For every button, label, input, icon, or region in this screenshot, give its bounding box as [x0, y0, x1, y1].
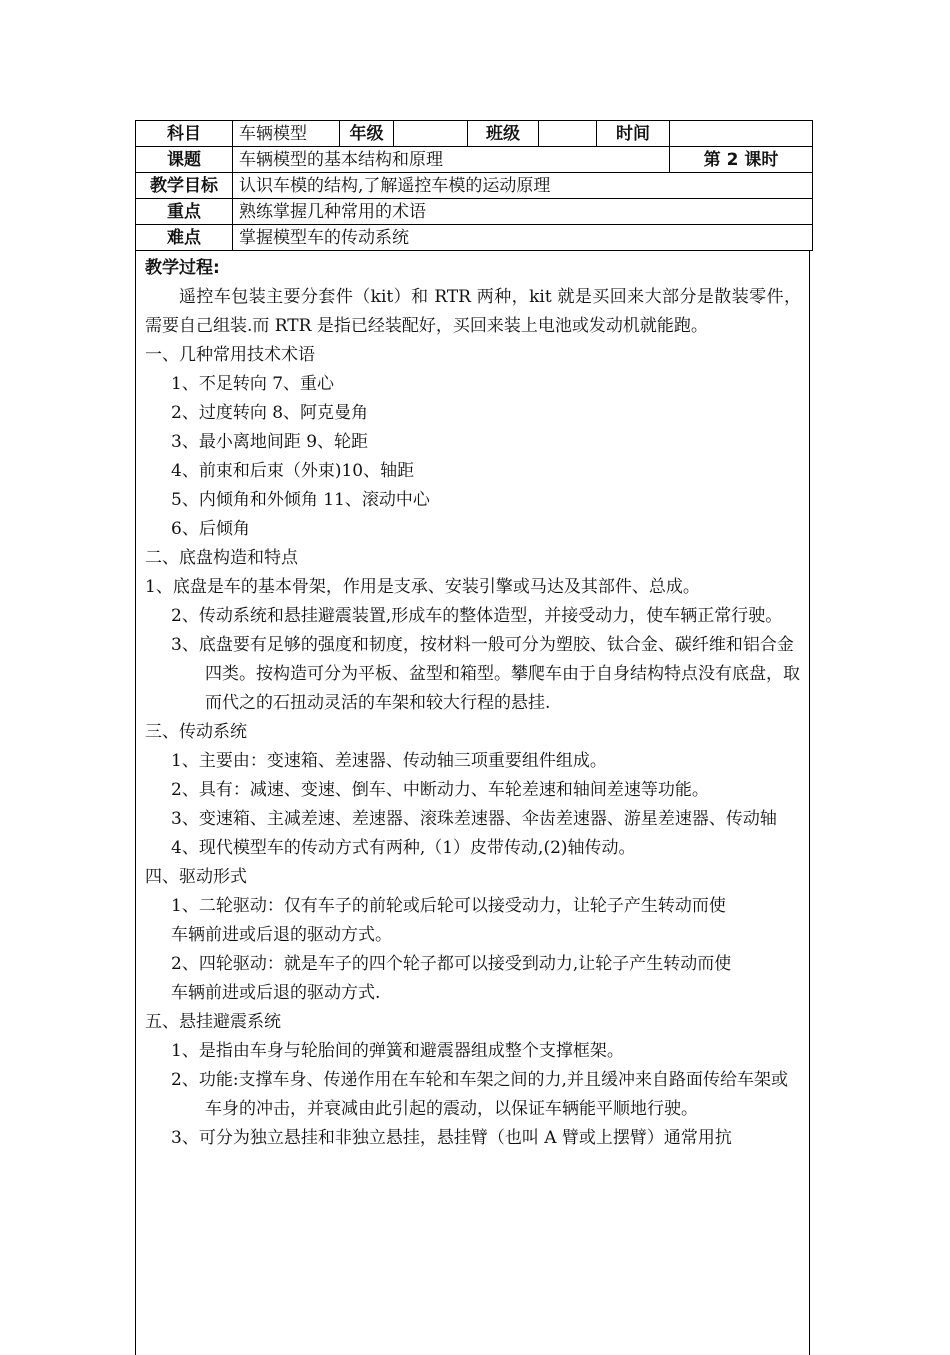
teaching-process-body	[135, 251, 810, 1355]
goal-value: 认识车模的结构,了解遥控车模的运动原理	[233, 173, 813, 199]
list-item-continuation: 车辆前进或后退的驱动方式。	[171, 925, 392, 945]
key-label: 重点	[136, 199, 233, 225]
grade-value	[394, 121, 468, 147]
list-item: 1、是指由车身与轮胎间的弹簧和避震器组成整个支撑框架。	[171, 1041, 624, 1061]
list-item: 6、后倾角	[171, 519, 250, 539]
subject-label: 科目	[136, 121, 233, 147]
goal-label: 教学目标	[136, 173, 233, 199]
class-label: 班级	[468, 121, 539, 147]
list-item: 5、内倾角和外倾角 11、滚动中心	[171, 490, 430, 510]
process-heading: 教学过程:	[145, 258, 220, 278]
list-item: 2、功能:支撑车身、传递作用在车轮和车架之间的力,并且缓冲来自路面传给车架或车身的冲击，并衰减由此引起的震动，以保证车辆能平顺地行驶。	[171, 1070, 788, 1119]
topic-value: 车辆模型的基本结构和原理	[233, 147, 670, 173]
list-item: 1、底盘是车的基本骨架，作用是支承、安装引擎或马达及其部件、总成。	[145, 577, 700, 597]
list-item: 2、过度转向 8、阿克曼角	[171, 403, 369, 423]
key-value: 熟练掌握几种常用的术语	[233, 199, 813, 225]
grade-label: 年级	[340, 121, 394, 147]
subject-value: 车辆模型	[233, 121, 340, 147]
list-item: 3、变速箱、主减差速、差速器、滚珠差速器、伞齿差速器、游星差速器、传动轴	[171, 809, 777, 829]
section-5-title: 五、悬挂避震系统	[145, 1012, 281, 1032]
time-value	[670, 121, 813, 147]
list-item-continuation: 车辆前进或后退的驱动方式.	[171, 983, 381, 1003]
list-item: 3、最小离地间距 9、轮距	[171, 432, 369, 452]
list-item: 2、传动系统和悬挂避震装置,形成车的整体造型，并接受动力，使车辆正常行驶。	[171, 606, 783, 626]
intro-paragraph: 遥控车包装主要分套件（kit）和 RTR 两种，kit 就是买回来大部分是散装零件，需要自己组装.而 RTR 是指已经装配好，买回来装上电池或发动机就能跑。	[145, 287, 801, 336]
difficulty-value: 掌握模型车的传动系统	[233, 225, 813, 251]
list-item: 3、可分为独立悬挂和非独立悬挂，悬挂臂（也叫 A 臂或上摆臂）通常用抗	[171, 1128, 732, 1148]
list-item: 3、底盘要有足够的强度和韧度，按材料一般可分为塑胶、钛合金、碳纤维和铝合金四类。按构造可分为平板、盆型和箱型。攀爬车由于自身结构特点没有底盘，取而代之的石扭动灵活的车架和较大行程的悬挂.	[171, 635, 800, 713]
list-item: 1、二轮驱动：仅有车子的前轮或后轮可以接受动力，让轮子产生转动而使	[171, 896, 726, 916]
lesson-header-table	[135, 120, 813, 251]
section-4-title: 四、驱动形式	[145, 867, 247, 887]
list-item: 2、四轮驱动：就是车子的四个轮子都可以接受到动力,让轮子产生转动而使	[171, 954, 732, 974]
topic-label: 课题	[136, 147, 233, 173]
lesson-plan-page	[135, 120, 812, 1355]
list-item: 4、现代模型车的传动方式有两种,（1）皮带传动,(2)轴传动。	[171, 838, 636, 858]
difficulty-label: 难点	[136, 225, 233, 251]
time-label: 时间	[597, 121, 670, 147]
section-1-title: 一、几种常用技术术语	[145, 345, 315, 365]
period-label: 第 2 课时	[670, 147, 813, 173]
list-item: 2、具有：减速、变速、倒车、中断动力、车轮差速和轴间差速等功能。	[171, 780, 709, 800]
class-value	[539, 121, 597, 147]
section-2-title: 二、底盘构造和特点	[145, 548, 298, 568]
list-item: 1、不足转向 7、重心	[171, 374, 335, 394]
list-item: 4、前束和后束（外束)10、轴距	[171, 461, 415, 481]
list-item: 1、主要由：变速箱、差速器、传动轴三项重要组件组成。	[171, 751, 607, 771]
section-3-title: 三、传动系统	[145, 722, 247, 742]
